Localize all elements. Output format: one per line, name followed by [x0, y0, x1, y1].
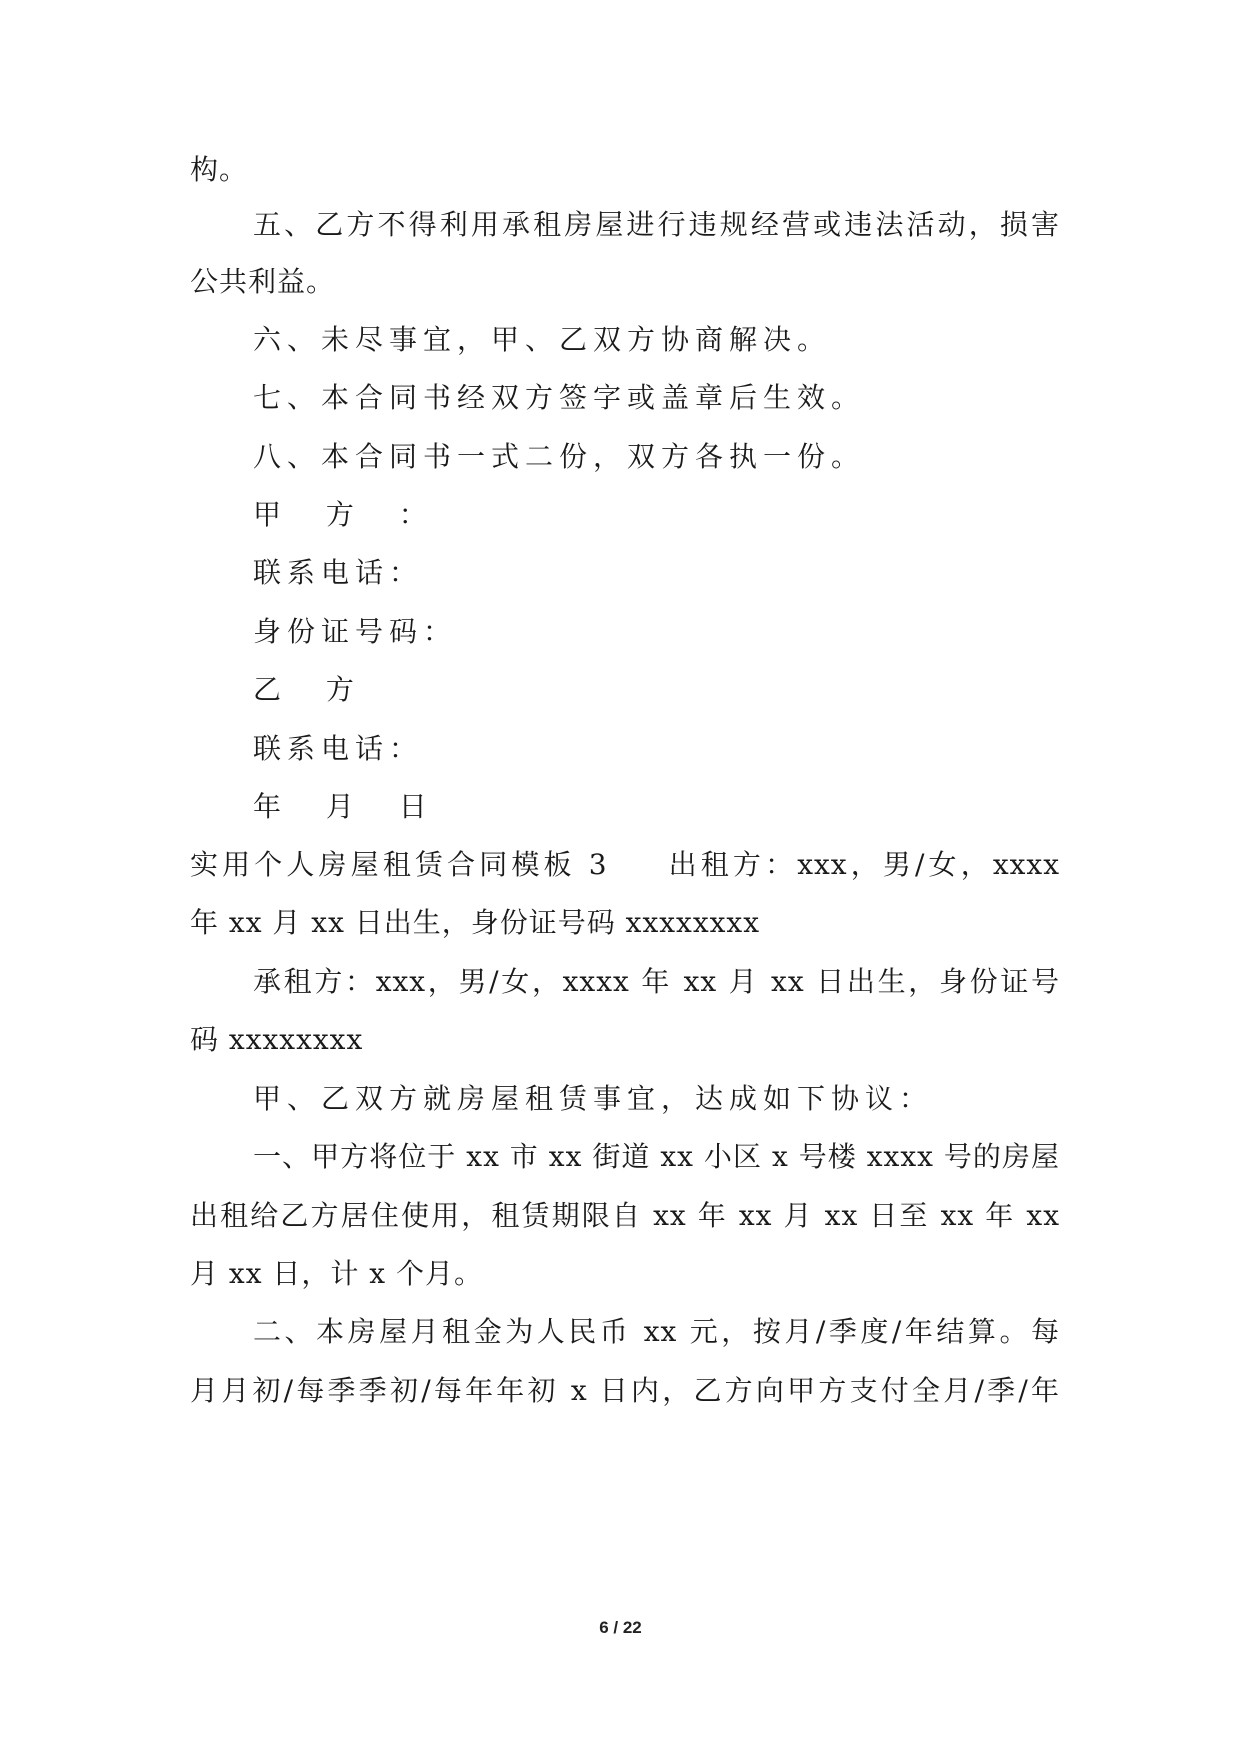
- text-line: 出租方：xxx，男/女，xxxx: [665, 848, 1060, 881]
- text-line: 年 xx 月 xx 日出生，身份证号码 xxxxxxxx: [190, 906, 760, 939]
- text-line: 月月初/每季季初/每年年初 x 日内，乙方向甲方支付全月/季/年: [190, 1374, 1060, 1407]
- signature-label-phone: 联系电话：: [253, 732, 424, 765]
- text-line: 出租给乙方居住使用，租赁期限自 xx 年 xx 月 xx 日至 xx 年 xx: [190, 1199, 1060, 1232]
- text-line: 码 xxxxxxxx: [190, 1023, 364, 1056]
- signature-label-party-a: 甲 方 ：: [253, 498, 445, 531]
- text-line: 承租方：xxx，男/女，xxxx 年 xx 月 xx 日出生，身份证号: [253, 965, 1060, 998]
- text-line: 构。: [190, 153, 249, 186]
- section-title: 实用个人房屋租赁合同模板 3: [190, 848, 608, 881]
- signature-date: 年 月 日: [253, 790, 445, 823]
- page-number: 6 / 22: [599, 1618, 642, 1637]
- text-line: 一、甲方将位于 xx 市 xx 街道 xx 小区 x 号楼 xxxx 号的房屋: [253, 1140, 1060, 1173]
- text-line: 公共利益。: [190, 265, 336, 298]
- section-heading: [190, 845, 1060, 885]
- signature-label-party-b: 乙 方: [253, 673, 372, 706]
- text-line: 月 xx 日，计 x 个月。: [190, 1257, 483, 1290]
- text-line: 甲、乙双方就房屋租赁事宜，达成如下协议：: [253, 1082, 934, 1115]
- text-line: 二、本房屋月租金为人民币 xx 元，按月/季度/年结算。每: [253, 1315, 1060, 1348]
- text-line: 八、本合同书一式二份，双方各执一份。: [253, 440, 866, 473]
- text-line: 五、乙方不得利用承租房屋进行违规经营或违法活动，损害: [253, 208, 1060, 241]
- text-line: 六、未尽事宜，甲、乙双方协商解决。: [253, 323, 832, 356]
- signature-label-phone: 联系电话：: [253, 556, 424, 589]
- signature-label-id-number: 身份证号码：: [253, 615, 458, 648]
- text-line: 七、本合同书经双方签字或盖章后生效。: [253, 381, 866, 414]
